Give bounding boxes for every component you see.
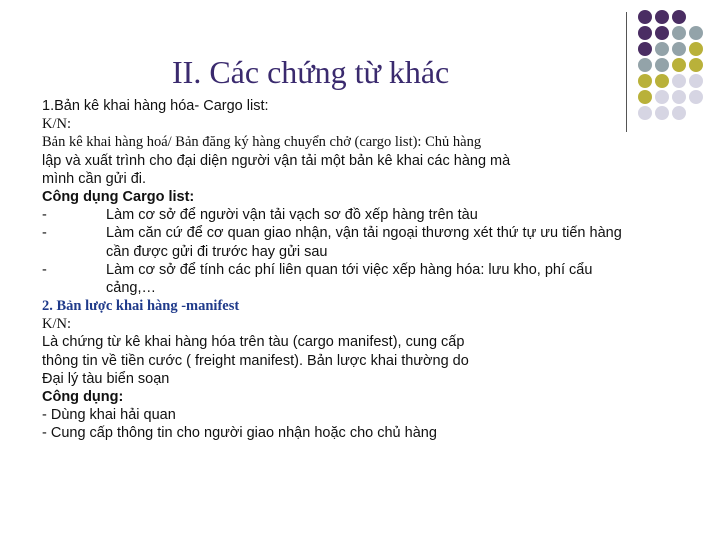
decorative-dot (689, 58, 703, 72)
bullet-dash: - (42, 261, 47, 278)
slide-title: II. Các chứng từ khác (172, 54, 450, 90)
decorative-dot (672, 10, 686, 24)
decorative-dot (672, 26, 686, 40)
decorative-dot (655, 58, 669, 72)
section1-def-line: Bản kê khai hàng hoá/ Bản đăng ký hàng chuyển chở (cargo list): Chủ hàng (42, 134, 482, 151)
section1-heading: 1.Bản kê khai hàng hóa- Cargo list: (42, 98, 269, 114)
decorative-dot (689, 42, 703, 56)
decorative-dot (638, 42, 652, 56)
decorative-dot (655, 10, 669, 24)
bullet-continuation: cần được gửi đi trước hay gửi sau (106, 243, 328, 260)
bullet-continuation: cảng,… (106, 279, 156, 296)
decorative-dot (638, 26, 652, 40)
section2-def-line: Đại lý tàu biển soạn (42, 370, 170, 387)
section1-kn-label: K/N: (42, 116, 71, 133)
decorative-dot (655, 26, 669, 40)
section2-def-line: Là chứng từ kê khai hàng hóa trên tàu (cargo manifest), cung cấp (42, 334, 465, 351)
bullet-dash: - (42, 225, 47, 242)
decorative-dot (655, 42, 669, 56)
slide-body (42, 97, 682, 443)
section2-def-line: thông tin về tiền cước ( freight manifest). Bản lược khai thường do (42, 352, 469, 369)
section1-def-line: lập và xuất trình cho đại diện người vận tải một bản kê khai các hàng mà (42, 152, 511, 169)
bullet-dash: - (42, 207, 47, 224)
decorative-dot (689, 74, 703, 88)
section2-use-item: - Dùng khai hải quan (42, 407, 176, 424)
section2-heading: 2. Bản lược khai hàng -manifest (42, 298, 240, 315)
bullet-text: Làm cơ sở để tính các phí liên quan tới việc xếp hàng hóa: lưu kho, phí cẩu (106, 261, 593, 278)
bullet-text: Làm cơ sở để người vận tải vạch sơ đồ xếp hàng trên tàu (106, 207, 478, 224)
section1-uses-heading: Công dụng Cargo list: (42, 188, 195, 205)
section2-uses-heading: Công dụng: (42, 389, 124, 405)
decorative-dot (672, 74, 686, 88)
decorative-dot (638, 10, 652, 24)
bullet-item (42, 206, 682, 224)
decorative-dot (638, 58, 652, 72)
decorative-dot (638, 74, 652, 88)
decorative-dot (672, 42, 686, 56)
decorative-dot (672, 58, 686, 72)
decorative-dot (689, 26, 703, 40)
section1-def-line: mình cần gửi đi. (42, 170, 147, 187)
bullet-text: Làm căn cứ để cơ quan giao nhận, vận tải ngoại thương xét thứ tự ưu tiến hàng (106, 225, 622, 242)
decorative-dot (655, 74, 669, 88)
bullet-item (42, 224, 682, 242)
section2-kn-label: K/N: (42, 316, 71, 333)
section2-use-item: - Cung cấp thông tin cho người giao nhận hoặc cho chủ hàng (42, 425, 437, 442)
decorative-dot (689, 90, 703, 104)
bullet-item (42, 261, 682, 279)
